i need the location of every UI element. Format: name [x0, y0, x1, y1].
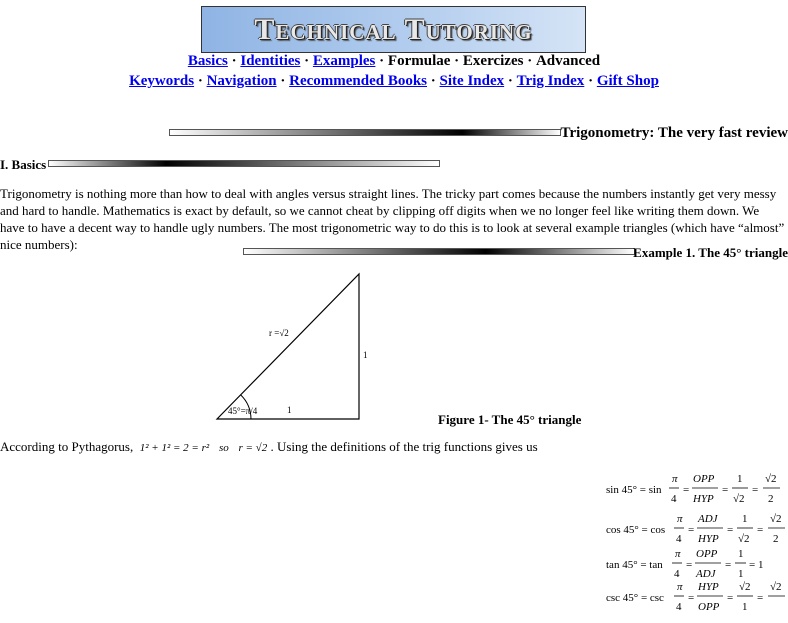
- sin-den1: 4: [671, 493, 677, 505]
- sin-den3: √2: [733, 493, 745, 505]
- nav-trig-index[interactable]: Trig Index: [516, 73, 585, 89]
- csc-num3: √2: [739, 581, 751, 593]
- svg-text:=: =: [688, 592, 695, 604]
- nav-examples[interactable]: Examples: [312, 53, 376, 69]
- cos-num4: √2: [770, 513, 782, 525]
- svg-text:=: =: [727, 524, 734, 536]
- title-divider-bar: [169, 129, 561, 136]
- nav-separator: ·: [527, 53, 533, 69]
- nav-keywords[interactable]: Keywords: [129, 73, 195, 89]
- svg-text:=: =: [725, 559, 732, 571]
- csc-formula-svg: [606, 580, 788, 620]
- svg-text:=: =: [683, 484, 690, 496]
- cos-den2: HYP: [698, 533, 719, 545]
- nav-separator: ·: [304, 53, 310, 69]
- sin-num3: 1: [737, 473, 743, 485]
- formula-csc: [606, 580, 788, 623]
- page-title: Trigonometry: The very fast review: [560, 125, 788, 141]
- nav-identities[interactable]: Identities: [240, 53, 301, 69]
- nav-gift-shop[interactable]: Gift Shop: [596, 73, 659, 89]
- sin-lhs: sin 45° = sin: [606, 484, 662, 496]
- triangle-figure: [213, 270, 383, 427]
- sin-num1: π: [672, 473, 678, 485]
- triangle-diagram: [213, 270, 383, 422]
- figure-caption: Figure 1- The 45° triangle: [438, 412, 582, 427]
- example-title: Example 1. The 45° triangle: [633, 245, 788, 260]
- csc-lhs: csc 45° = csc: [606, 592, 664, 604]
- sin-formula-svg: [606, 466, 788, 510]
- nav-basics[interactable]: Basics: [187, 53, 228, 69]
- nav-formulae: Formulae: [387, 53, 451, 69]
- pythagoras-result: r = √2: [238, 442, 268, 454]
- svg-text:=: =: [686, 559, 693, 571]
- intro-paragraph: Trigonometry is nothing more than how to deal with angles versus straight lines. The tricky part comes because the numbers instantly get very messy and hard to handle. Mathematics is exact by default, so we cannot cheat by clipping off digits when we no longer feel like writing them down. We have to have a decent way to handle ugly numbers. The most trigonometric way to do this is to look at several example triangles (which have “almost” nice numbers):: [0, 186, 785, 252]
- tan-num3: 1: [738, 548, 744, 560]
- nav-separator: ·: [379, 53, 385, 69]
- tan-num1: π: [675, 548, 681, 560]
- section-heading: I. Basics: [0, 157, 47, 172]
- csc-den1: 4: [676, 601, 682, 613]
- section-divider-bar: [48, 160, 440, 167]
- csc-den3: 1: [742, 601, 748, 613]
- pythagoras-so: so: [218, 442, 229, 454]
- secondary-nav: [0, 73, 788, 90]
- site-logo[interactable]: [201, 6, 586, 53]
- nav-separator: ·: [197, 73, 203, 89]
- nav-separator: ·: [231, 53, 237, 69]
- svg-text:=: =: [752, 484, 759, 496]
- svg-text:=: =: [757, 592, 764, 604]
- cos-den4: 2: [773, 533, 779, 545]
- nav-advanced: Advanced: [535, 53, 601, 69]
- pythagoras-equation: 1² + 1² = 2 = r²: [139, 442, 210, 454]
- csc-num4: √2: [770, 581, 782, 593]
- nav-separator: ·: [507, 73, 513, 89]
- nav-separator: ·: [454, 53, 460, 69]
- side-label: 1: [363, 350, 368, 360]
- pythagoras-sentence: [0, 439, 538, 455]
- nav-site-index[interactable]: Site Index: [439, 73, 505, 89]
- csc-num2: HYP: [698, 581, 719, 593]
- tan-lhs: tan 45° = tan: [606, 559, 663, 571]
- csc-num1: π: [677, 581, 683, 593]
- nav-exercizes: Exercizes: [462, 53, 524, 69]
- cos-lhs: cos 45° = cos: [606, 524, 666, 536]
- nav-recommended-books[interactable]: Recommended Books: [289, 73, 428, 89]
- tan-den2: ADJ: [696, 568, 716, 580]
- cos-den1: 4: [676, 533, 682, 545]
- cos-num2: ADJ: [698, 513, 718, 525]
- svg-text:=: =: [757, 524, 764, 536]
- cos-num3: 1: [742, 513, 748, 525]
- tan-den3: 1: [738, 568, 744, 580]
- sin-num2: OPP: [693, 473, 715, 485]
- tan-den1: 4: [674, 568, 680, 580]
- nav-separator: ·: [430, 73, 436, 89]
- example-divider-bar: [243, 248, 635, 255]
- logo-text: Technical Tutoring: [254, 12, 533, 46]
- cos-num1: π: [677, 513, 683, 525]
- cos-den3: √2: [738, 533, 750, 545]
- sin-num4: √2: [765, 473, 777, 485]
- base-label: 1: [287, 405, 292, 415]
- formula-sin: [606, 466, 788, 513]
- primary-nav: [0, 53, 788, 70]
- svg-text:=: =: [727, 592, 734, 604]
- pythagoras-lead: According to Pythagorus,: [0, 439, 134, 454]
- svg-text:=: =: [722, 484, 729, 496]
- hyp-label: r =√2: [269, 328, 289, 338]
- tan-num2: OPP: [696, 548, 718, 560]
- sin-den2: HYP: [693, 493, 714, 505]
- sin-den4: 2: [768, 493, 774, 505]
- angle-label: 45°=π/4: [228, 406, 258, 416]
- svg-text:=: =: [688, 524, 695, 536]
- csc-den2: OPP: [698, 601, 720, 613]
- tan-tail: = 1: [749, 559, 764, 571]
- pythagoras-trail: . Using the definitions of the trig functions gives us: [270, 439, 538, 454]
- nav-separator: ·: [280, 73, 286, 89]
- triangle-shape: [217, 274, 359, 419]
- nav-navigation[interactable]: Navigation: [206, 73, 277, 89]
- nav-separator: ·: [588, 73, 594, 89]
